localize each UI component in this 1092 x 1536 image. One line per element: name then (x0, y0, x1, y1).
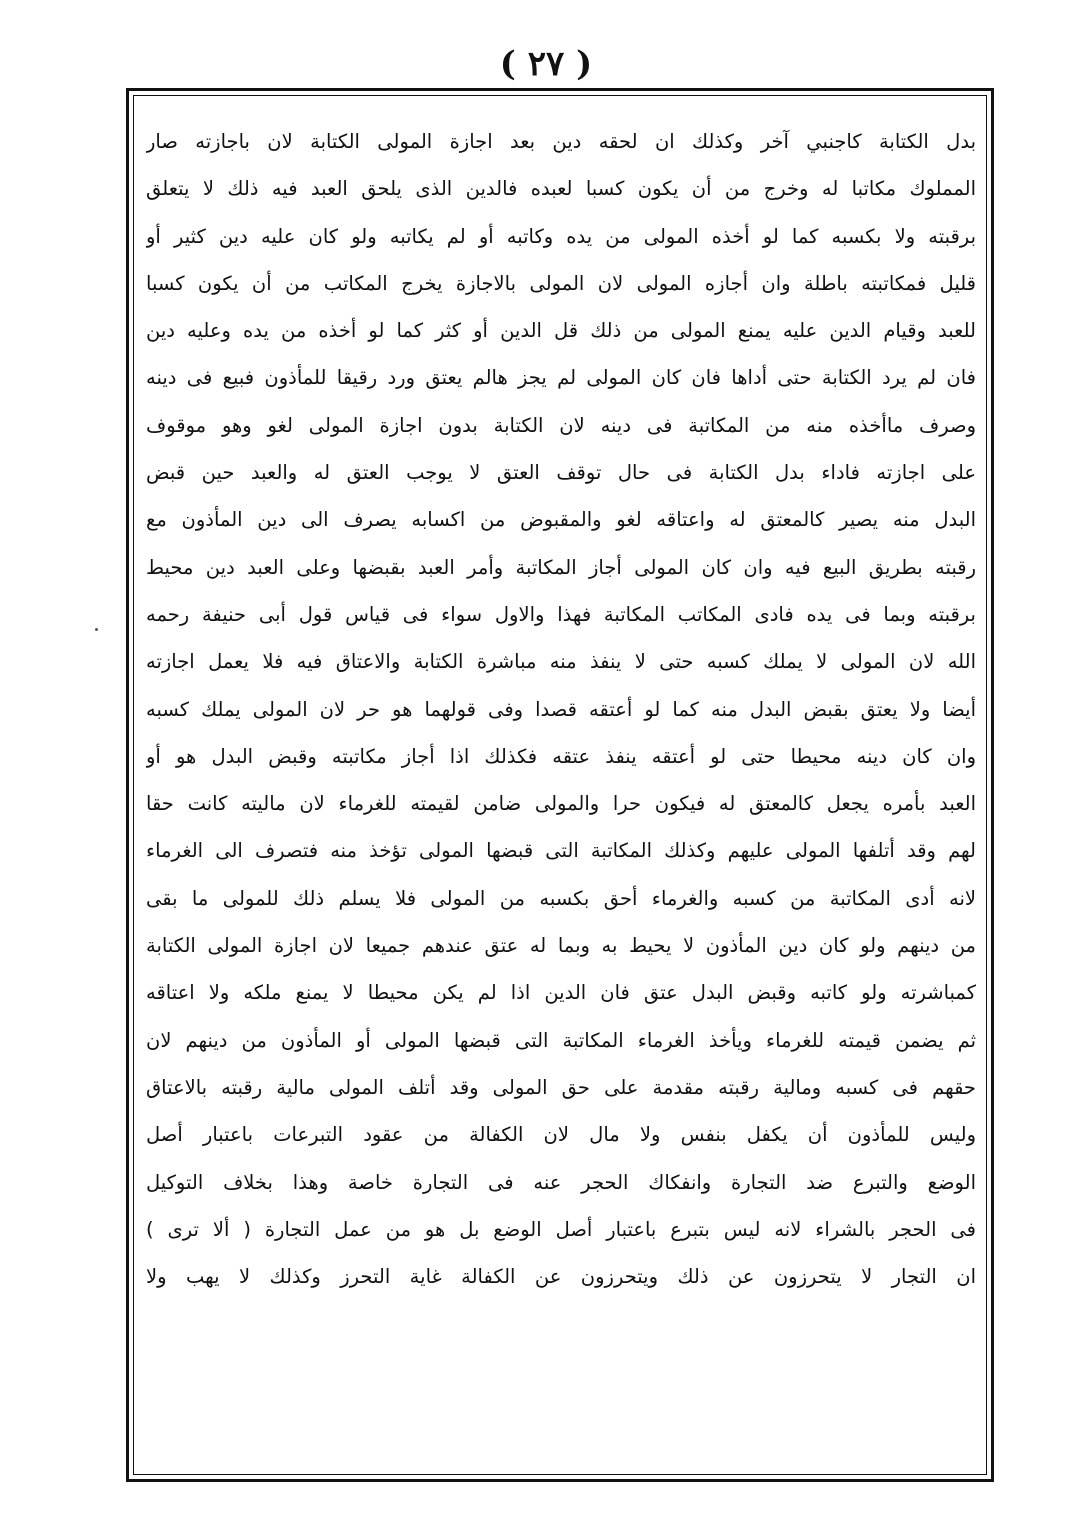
margin-mark (95, 628, 98, 631)
text-line: فى الحجر بالشراء لانه ليس بتبرع باعتبار أصل الوضع بل هو من عمل التجارة ( ألا ترى ) (146, 1217, 976, 1241)
text-line: وليس للمأذون أن يكفل بنفس ولا مال لان الكفالة من عقود التبرعات باعتبار أصل (146, 1123, 976, 1147)
text-line: لانه أدى المكاتبة من كسبه والغرماء أحق بكسبه من المولى فلا يسلم ذلك للمولى ما بقى (146, 886, 976, 910)
text-line: كمباشرته ولو كاتبه وقبض البدل عتق فان الدين اذا لم يكن محيطا لا يمنع ملكه ولا اعتاقه (146, 981, 976, 1005)
text-line: قليل فمكاتبته باطلة وان أجازه المولى لان المولى بالاجازة يخرج المكاتب من أن يكون كسبا (146, 271, 976, 295)
text-line: وصرف ماأخذه منه من المكاتبة فى دينه لان الكتابة بدون اجازة المولى لغو وهو موقوف (146, 413, 976, 437)
text-line: حقهم فى كسبه ومالية رقبته مقدمة على حق المولى وقد أتلف المولى مالية رقبته بالاعتاق (146, 1075, 976, 1099)
page-number: ( ٢٧ ) (499, 44, 593, 84)
text-line: العبد بأمره يجعل كالمعتق له فيكون حرا والمولى ضامن لقيمته للغرماء لان ماليته كانت حقا (146, 792, 976, 816)
text-line: فان لم يرد الكتابة حتى أداها فان كان المولى لم يجز هالم يعتق ورد رقيقا للمأذون فبيع فى دينه (146, 366, 976, 390)
text-line: من دينهم ولو كان دين المأذون لا يحيط به وبما له عتق عندهم جميعا لان اجازة المولى الكتابة (146, 934, 976, 958)
body-text (146, 118, 976, 1468)
text-line: على اجازته فاداء بدل الكتابة فى حال توقف العتق لا يوجب العتق له والعبد حين قبض (146, 461, 976, 485)
text-line: ان التجار لا يتحرزون عن ذلك ويتحرزون عن الكفالة غاية التحرز وكذلك لا يهب ولا (146, 1265, 976, 1289)
text-line: المملوك مكاتبا له وخرج من أن يكون كسبا لعبده فالدين الذى يلحق العبد فيه ذلك لا يتعلق (146, 177, 976, 201)
text-line: للعبد وقيام الدين عليه يمنع المولى من ذلك قل الدين أو كثر كما لو أخذه من يده وعليه دين (146, 319, 976, 343)
text-line: بدل الكتابة كاجنبي آخر وكذلك ان لحقه دين بعد اجازة المولى الكتابة لان باجازته صار (146, 130, 976, 153)
text-line: الوضع والتبرع ضد التجارة وانفكاك الحجر عنه فى التجارة خاصة وهذا بخلاف التوكيل (146, 1170, 976, 1194)
text-line: برقبته ولا بكسبه كما لو أخذه المولى من يده وكاتبه أو لم يكاتبه ولو كان عليه دين كثير أو (146, 224, 976, 248)
text-line: الله لان المولى لا يملك كسبه حتى لا ينفذ منه مباشرة الكتابة والاعتاق فيه فلا يعمل اجازته (146, 650, 976, 674)
text-line: وان كان دينه محيطا حتى لو أعتقه ينفذ عتقه فكذلك اذا أجاز مكاتبته وقبض البدل هو أو (146, 744, 976, 768)
text-line: لهم وقد أتلفها المولى عليهم وكذلك المكاتبة التى قبضها المولى تؤخذ منه فتصرف الى الغرماء (146, 839, 976, 863)
text-line: برقبته وبما فى يده فادى المكاتب المكاتبة فهذا والاول سواء فى قياس قول أبى حنيفة رحمه (146, 602, 976, 626)
text-line: رقبته بطريق البيع فيه وان كان المولى أجاز المكاتبة وأمر العبد بقبضها وعلى العبد دين محيط (146, 555, 976, 579)
text-line: أيضا ولا يعتق بقبض البدل منه كما لو أعتقه قصدا وفى قولهما هو حر لان المولى يملك كسبه (146, 697, 976, 721)
text-line: ثم يضمن قيمته للغرماء ويأخذ الغرماء المكاتبة التى قبضها المولى أو المأذون من دينهم لان (146, 1028, 976, 1052)
text-line: البدل منه يصير كالمعتق له واعتاقه لغو والمقبوض من اكسابه يصرف الى دين المأذون مع (146, 508, 976, 532)
